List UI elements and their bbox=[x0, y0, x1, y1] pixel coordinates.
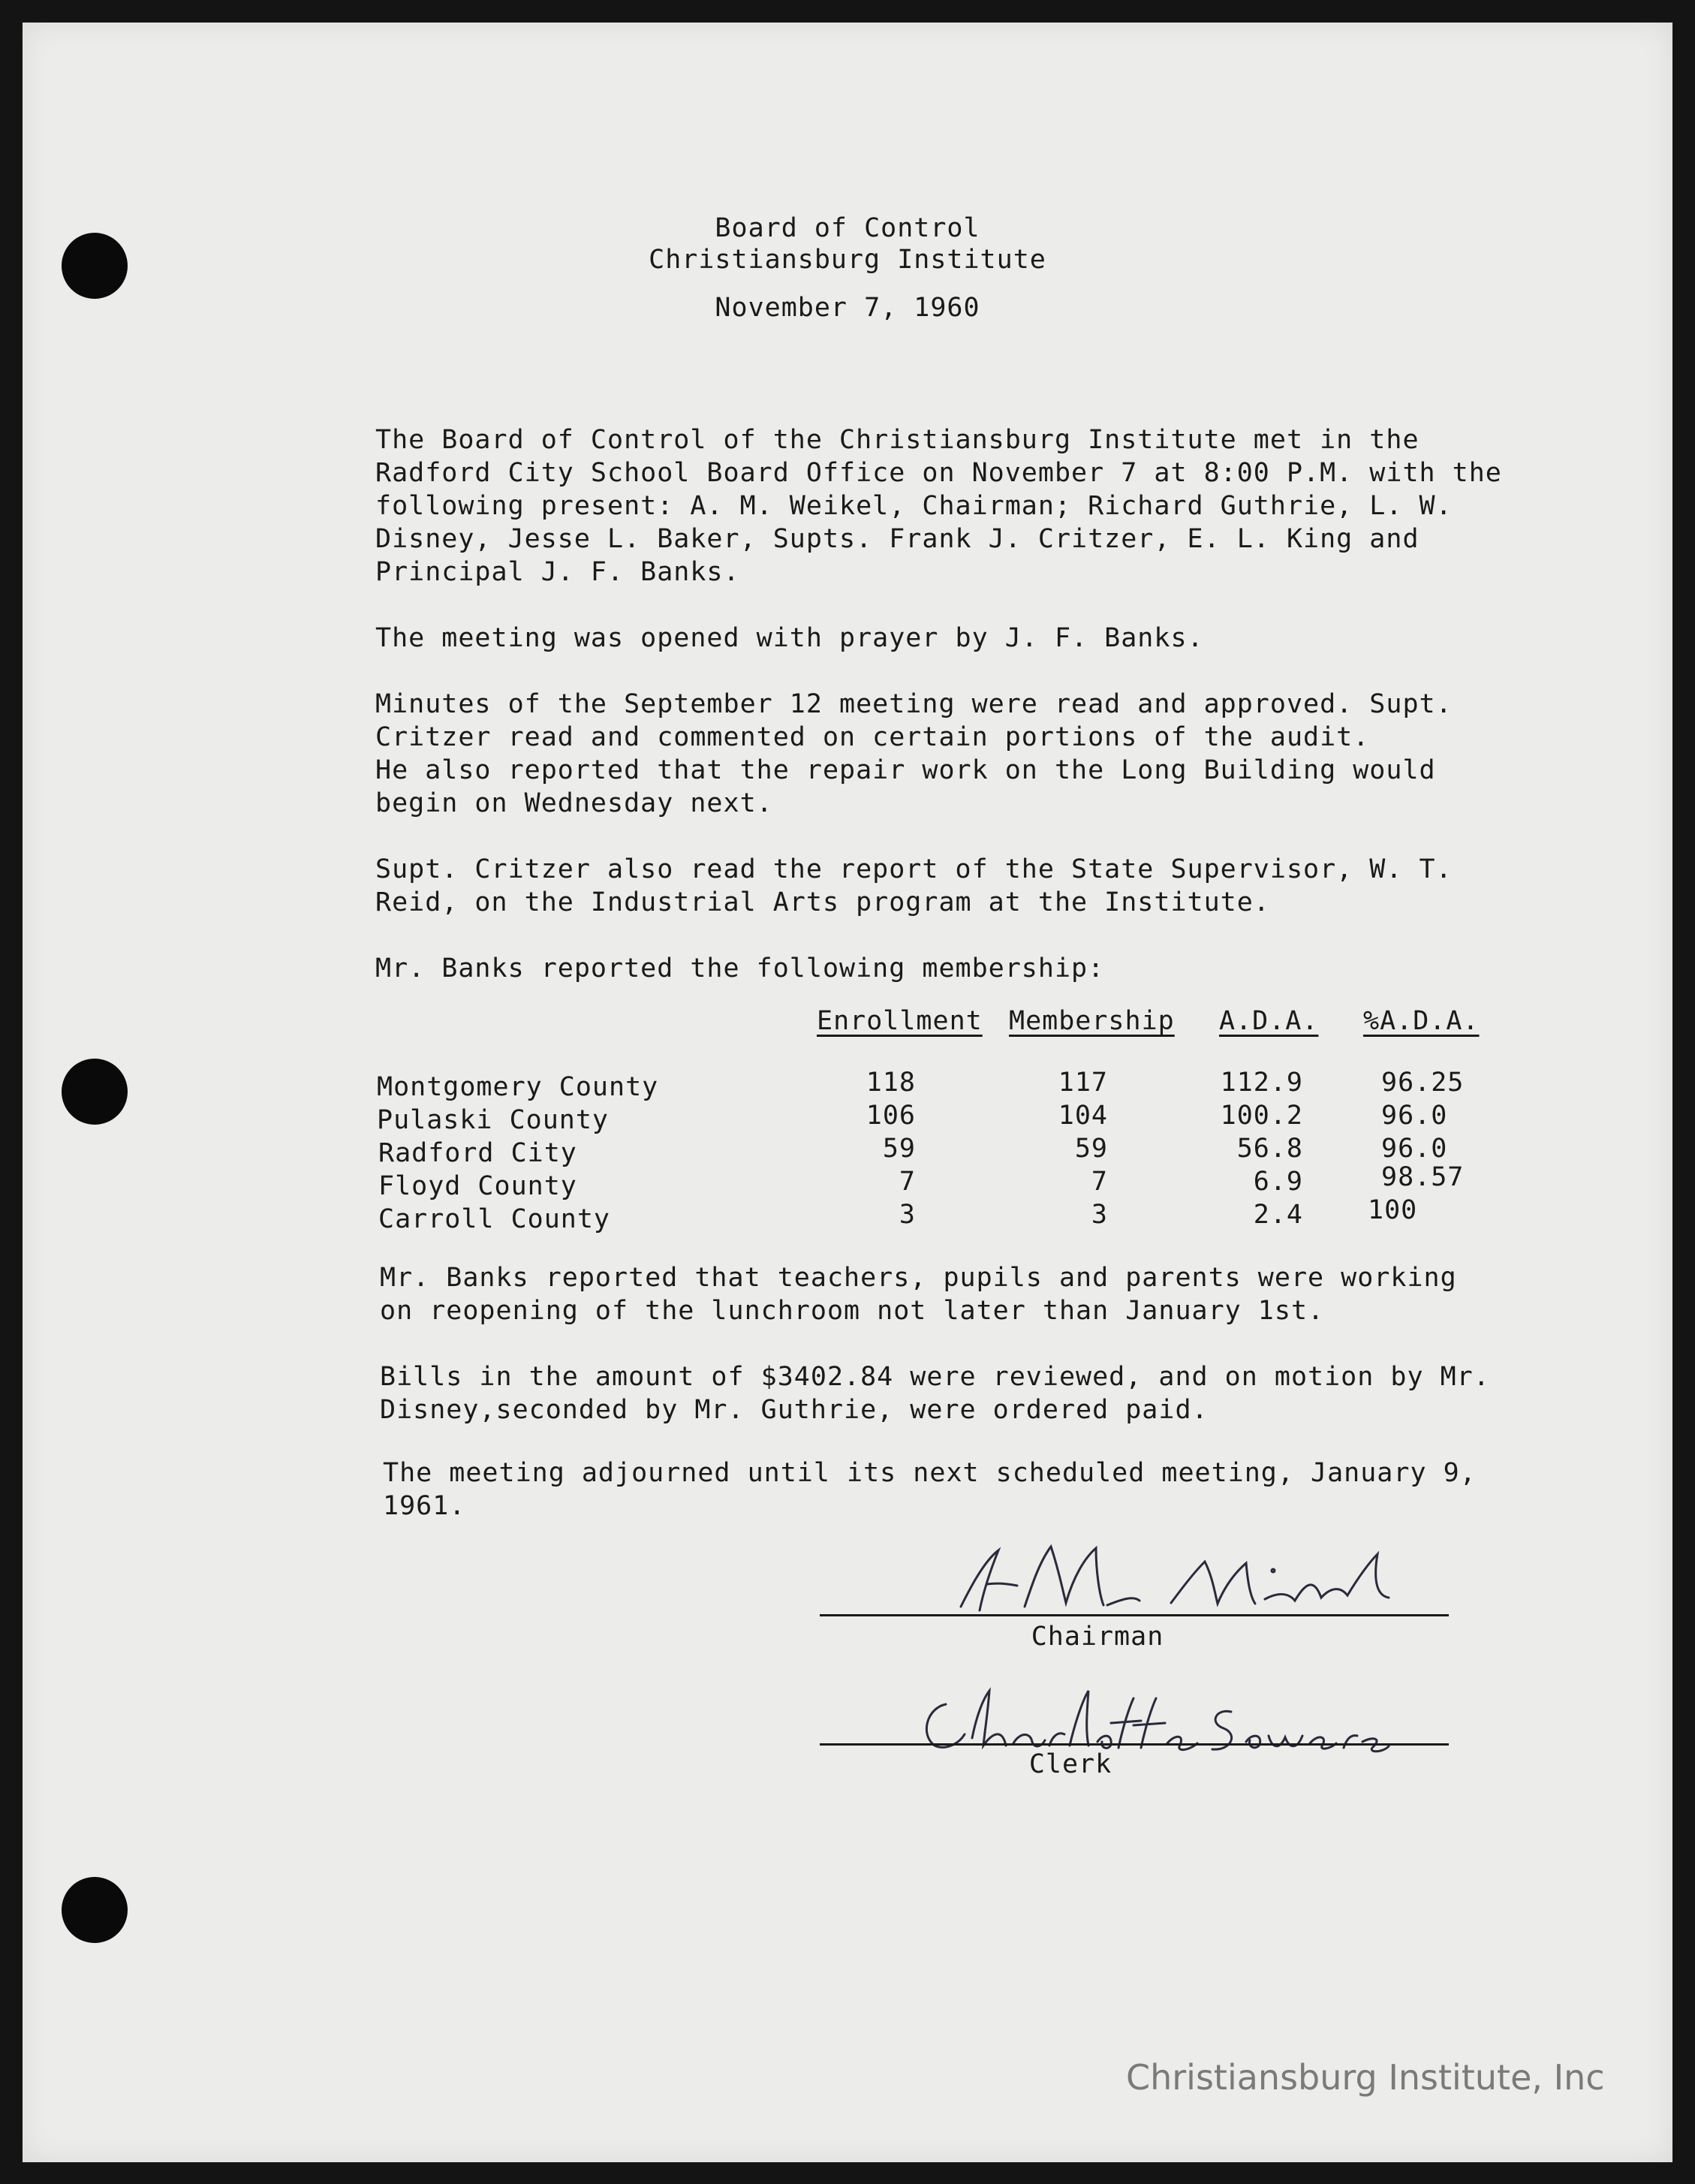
paragraph-attendance bbox=[375, 423, 1561, 589]
chairman-signature bbox=[946, 1532, 1426, 1622]
paragraph-prayer bbox=[375, 622, 1561, 655]
cell-membership: 59 bbox=[1074, 1134, 1108, 1164]
row-name: Pulaski County bbox=[377, 1105, 610, 1135]
row-name: Radford City bbox=[378, 1138, 577, 1168]
paragraph-adjourned bbox=[383, 1457, 1566, 1523]
text-line: following present: A. M. Weikel, Chairman; Richard Guthrie, L. W. bbox=[375, 491, 1453, 521]
row-name: Floyd County bbox=[378, 1171, 577, 1201]
text-line: Mr. Banks reported the following membership: bbox=[375, 953, 1105, 984]
header-board-of-control: Board of Control bbox=[715, 213, 980, 243]
binder-hole-bottom bbox=[62, 1877, 128, 1943]
text-line: He also reported that the repair work on the Long Building would bbox=[375, 755, 1436, 785]
binder-hole-middle bbox=[62, 1059, 128, 1125]
cell-ada: 112.9 bbox=[1220, 1068, 1303, 1098]
clerk-signature-line bbox=[820, 1743, 1449, 1746]
row-name: Carroll County bbox=[378, 1204, 611, 1234]
cell-pct-ada: 96.0 bbox=[1381, 1134, 1448, 1164]
header-date: November 7, 1960 bbox=[715, 293, 980, 323]
text-line: The meeting was opened with prayer by J. F. Banks. bbox=[375, 623, 1204, 653]
clerk-label: Clerk bbox=[1028, 1749, 1112, 1779]
watermark-text: Christiansburg Institute, Inc bbox=[1126, 2057, 1605, 2098]
cell-membership: 3 bbox=[1091, 1200, 1108, 1230]
cell-enrollment: 7 bbox=[899, 1167, 916, 1197]
col-header-ada: A.D.A. bbox=[1219, 1006, 1319, 1036]
text-line: Disney,seconded by Mr. Guthrie, were ordered paid. bbox=[380, 1395, 1209, 1425]
cell-enrollment: 59 bbox=[882, 1134, 916, 1164]
col-header-enrollment: Enrollment bbox=[817, 1006, 983, 1036]
text-line: The meeting adjourned until its next scheduled meeting, January 9, 1961. bbox=[383, 1458, 1477, 1521]
paragraph-bills bbox=[380, 1360, 1566, 1426]
paragraph-membership-intro bbox=[375, 952, 1561, 985]
cell-ada: 100.2 bbox=[1220, 1101, 1303, 1131]
minutes-body bbox=[375, 423, 1561, 1018]
text-line: Principal J. F. Banks. bbox=[375, 557, 740, 587]
paragraph-report bbox=[375, 853, 1561, 919]
paragraph-minutes bbox=[375, 688, 1561, 820]
col-header-pct-ada: %A.D.A. bbox=[1363, 1006, 1480, 1036]
cell-ada: 56.8 bbox=[1236, 1134, 1303, 1164]
paragraph-lunchroom bbox=[380, 1261, 1566, 1327]
text-line: Supt. Critzer also read the report of the State Supervisor, W. T. bbox=[375, 854, 1453, 884]
text-line: The Board of Control of the Christiansburg Institute met in the bbox=[375, 425, 1420, 455]
text-line: Reid, on the Industrial Arts program at the Institute. bbox=[375, 887, 1270, 917]
text-line: Disney, Jesse L. Baker, Supts. Frank J. Critzer, E. L. King and bbox=[375, 524, 1420, 554]
cell-enrollment: 118 bbox=[866, 1068, 916, 1098]
cell-membership: 7 bbox=[1091, 1167, 1108, 1197]
cell-membership: 117 bbox=[1058, 1068, 1108, 1098]
col-header-membership: Membership bbox=[1009, 1006, 1175, 1036]
text-line: Mr. Banks reported that teachers, pupils and parents were working bbox=[380, 1263, 1457, 1293]
text-line: begin on Wednesday next. bbox=[375, 788, 773, 818]
cell-pct-ada: 98.57 bbox=[1381, 1162, 1465, 1192]
row-name: Montgomery County bbox=[377, 1072, 659, 1102]
cell-pct-ada: 96.0 bbox=[1381, 1101, 1448, 1131]
chairman-label: Chairman bbox=[1031, 1622, 1164, 1652]
cell-ada: 2.4 bbox=[1253, 1200, 1303, 1230]
minutes-closing bbox=[380, 1261, 1566, 1556]
header-institute-name: Christiansburg Institute bbox=[649, 245, 1046, 275]
cell-enrollment: 3 bbox=[899, 1200, 916, 1230]
cell-ada: 6.9 bbox=[1253, 1167, 1303, 1197]
cell-pct-ada: 96.25 bbox=[1381, 1068, 1465, 1098]
text-line: Radford City School Board Office on November 7 at 8:00 P.M. with the bbox=[375, 458, 1502, 488]
cell-pct-ada: 100 bbox=[1368, 1195, 1418, 1225]
text-line: on reopening of the lunchroom not later than January 1st. bbox=[380, 1296, 1325, 1326]
text-line: Critzer read and commented on certain portions of the audit. bbox=[375, 722, 1370, 752]
cell-enrollment: 106 bbox=[866, 1101, 916, 1131]
text-line: Minutes of the September 12 meeting were read and approved. Supt. bbox=[375, 689, 1453, 719]
chairman-signature-line bbox=[820, 1614, 1449, 1616]
text-line: Bills in the amount of $3402.84 were reviewed, and on motion by Mr. bbox=[380, 1362, 1490, 1392]
cell-membership: 104 bbox=[1058, 1101, 1108, 1131]
